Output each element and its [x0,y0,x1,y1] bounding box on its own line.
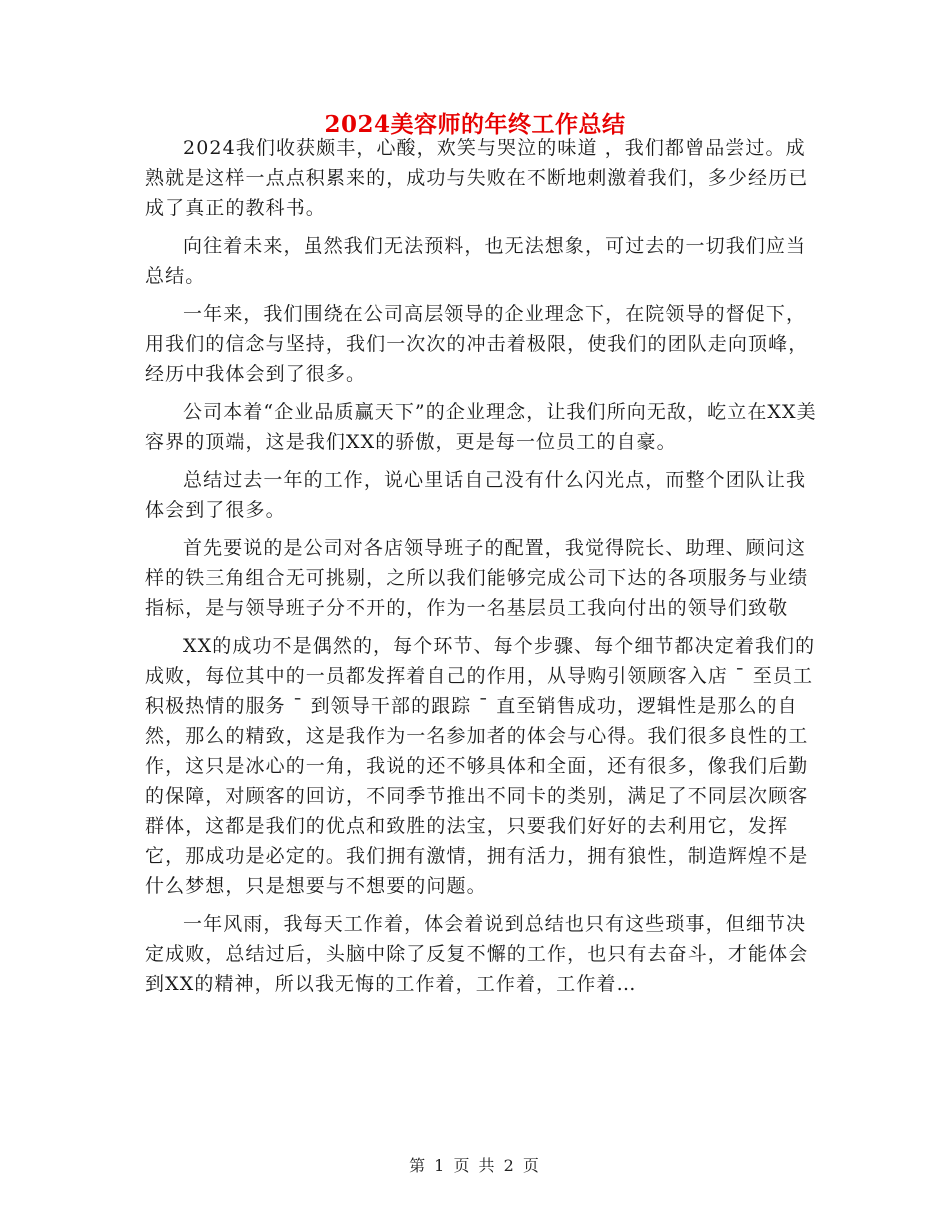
page-number-footer: 第 1 页 共 2 页 [409,1156,541,1175]
paragraph: 一年风雨，我每天工作着，体会着说到总结也只有这些琐事，但细节决定成败，总结过后，头脑中除了反复不懈的工作，也只有去奋斗，才能体会到XX的精神，所以我无悔的工作着，工作着，工作着… [145,913,809,995]
paragraph: XX的成功不是偶然的，每个环节、每个步骤、每个细节都决定着我们的成败，每位其中的一员都发挥着自己的作用，从导购引领顾客入店 ¯ 至员工积极热情的服务 ¯ 到领导干部的跟踪 ¯ 直至销售成功，逻辑性是那么的自然，那么的精致，这是我作为一名参加者的体会与心得。我们很多良性的工作，这只是冰心的一角，我说的还不够具体和全面，还有很多，像我们后勤的保障，对顾客的回访，不同季节推出不同卡的类别，满足了不同层次顾客群体，这都是我们的优点和致胜的法宝，只要我们好好的去利用它，发挥它，那成功是必定的。我们拥有激情，拥有活力，拥有狼性，制造辉煌不是什么梦想，只是想要与不想要的问题。 [145,635,816,897]
document-title: 2024美容师的年终工作总结 [324,111,626,138]
paragraph: 首先要说的是公司对各店领导班子的配置，我觉得院长、助理、顾问这样的铁三角组合无可挑剔，之所以我们能够完成公司下达的各项服务与业绩指标，是与领导班子分不开的，作为一名基层员工我向付出的领导们致敬 [145,537,809,619]
paragraph: 向往着未来，虽然我们无法预料，也无法想象，可过去的一切我们应当总结。 [145,235,807,287]
document-body [145,133,825,1007]
paragraph: 一年来，我们围绕在公司高层领导的企业理念下，在院领导的督促下，用我们的信念与坚持，我们一次次的冲击着极限，使我们的团队走向顶峰，经历中我体会到了很多。 [145,303,809,385]
paragraph: 2024我们收获颇丰，心酸，欢笑与哭泣的味道 ，我们都曾品尝过。成熟就是这样一点点积累来的，成功与失败在不断地刺激着我们，多少经历已成了真正的教科书。 [145,137,809,219]
paragraph: 公司本着“企业品质赢天下”的企业理念，让我们所向无敌，屹立在XX美容界的顶端，这是我们XX的骄傲，更是每一位员工的自豪。 [145,401,817,453]
paragraph: 总结过去一年的工作，说心里话自己没有什么闪光点，而整个团队让我体会到了很多。 [145,469,807,521]
